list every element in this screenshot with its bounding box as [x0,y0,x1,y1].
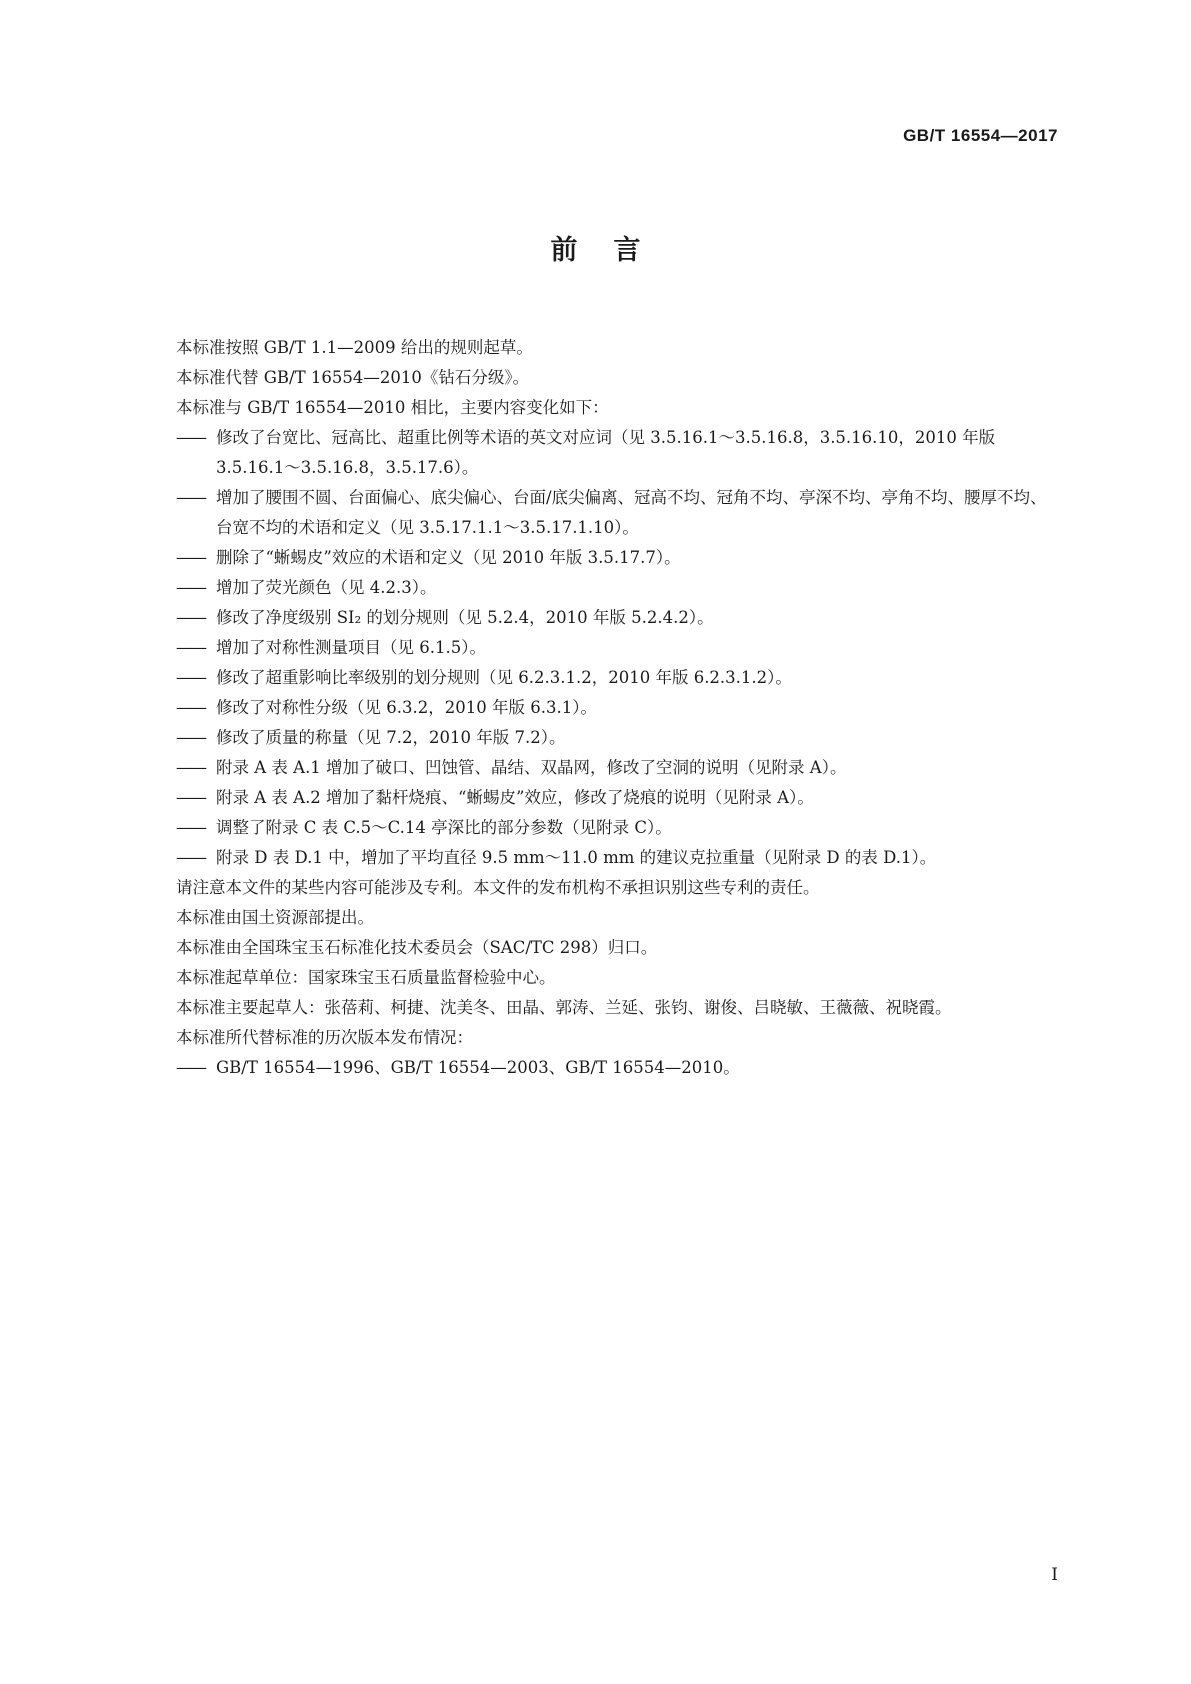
change-item [176,723,1056,753]
paragraph-technical-committee: 本标准由全国珠宝玉石标准化技术委员会（SAC/TC 298）归口。 [176,938,658,957]
change-item-text: 增加了荧光颜色（见 4.2.3）。 [216,578,437,597]
change-item-text: 修改了超重影响比率级别的划分规则（见 6.2.3.1.2，2010 年版 6.2.3.1.2）。 [216,668,792,687]
page-title: 前言 [550,235,677,266]
change-item-text: 调整了附录 C 表 C.5～C.14 亭深比的部分参数（见附录 C）。 [216,818,672,837]
change-item-text: 增加了对称性测量项目（见 6.1.5）。 [216,638,486,657]
document-body [176,333,1056,1083]
change-item-text: 增加了腰围不圆、台面偏心、底尖偏心、台面/底尖偏离、冠高不均、冠角不均、亭深不均、亭角不均、腰厚不均、台宽不均的术语和定义（见 3.5.17.1.1～3.5.17.1.10）。 [216,488,1047,537]
change-item-text: 删除了“蜥蜴皮”效应的术语和定义（见 2010 年版 3.5.17.7）。 [216,548,681,567]
paragraph-drafters: 本标准主要起草人：张蓓莉、柯捷、沈美冬、田晶、郭涛、兰延、张钧、谢俊、吕晓敏、王薇薇、祝晓霞。 [176,998,952,1017]
change-item [176,693,1056,723]
dash-marker: —— [176,428,205,447]
paragraph-patent-notice: 请注意本文件的某些内容可能涉及专利。本文件的发布机构不承担识别这些专利的责任。 [176,878,820,897]
standard-number: GB/T 16554—2017 [903,126,1058,145]
dash-marker: —— [176,818,205,837]
paragraph-changes-intro: 本标准与 GB/T 16554—2010 相比，主要内容变化如下： [176,398,609,417]
history-item-text: GB/T 16554—1996、GB/T 16554—2003、GB/T 16554—2010。 [216,1058,740,1077]
change-item [176,843,1056,873]
paragraph-drafting-rules: 本标准按照 GB/T 1.1—2009 给出的规则起草。 [176,338,533,357]
dash-marker: —— [176,758,205,777]
dash-marker: —— [176,698,205,717]
change-item-text: 附录 A 表 A.1 增加了破口、凹蚀管、晶结、双晶网，修改了空洞的说明（见附录 A）。 [216,758,847,777]
dash-marker: —— [176,488,205,507]
change-item-text: 修改了对称性分级（见 6.3.2，2010 年版 6.3.1）。 [216,698,597,717]
dash-marker: —— [176,1058,205,1077]
dash-marker: —— [176,728,205,747]
dash-marker: —— [176,638,205,657]
change-item-text: 附录 A 表 A.2 增加了黏杆烧痕、“蜥蜴皮”效应，修改了烧痕的说明（见附录 A）。 [216,788,814,807]
dash-marker: —— [176,578,205,597]
dash-marker: —— [176,788,205,807]
paragraph-history-intro: 本标准所代替标准的历次版本发布情况： [176,1028,473,1047]
change-item [176,633,1056,663]
change-item-text: 修改了净度级别 SI₂ 的划分规则（见 5.2.4，2010 年版 5.2.4.2）。 [216,608,714,627]
change-item [176,813,1056,843]
dash-marker: —— [176,548,205,567]
change-item-text: 附录 D 表 D.1 中，增加了平均直径 9.5 mm～11.0 mm 的建议克拉重量（见附录 D 的表 D.1）。 [216,848,937,867]
change-item [176,603,1056,633]
change-item [176,543,1056,573]
change-item [176,423,1056,483]
paragraph-replaces: 本标准代替 GB/T 16554—2010《钻石分级》。 [176,368,530,387]
change-item [176,783,1056,813]
dash-marker: —— [176,608,205,627]
change-item-text: 修改了质量的称量（见 7.2，2010 年版 7.2）。 [216,728,566,747]
change-item [176,753,1056,783]
paragraph-proposed-by: 本标准由国土资源部提出。 [176,908,374,927]
dash-marker: —— [176,848,205,867]
change-item [176,483,1056,543]
change-item [176,663,1056,693]
history-item [176,1053,1056,1083]
change-item [176,573,1056,603]
paragraph-drafting-unit: 本标准起草单位：国家珠宝玉石质量监督检验中心。 [176,968,556,987]
change-item-text: 修改了台宽比、冠高比、超重比例等术语的英文对应词（见 3.5.16.1～3.5.16.8，3.5.16.10，2010 年版 3.5.16.1～3.5.16.8，3.5.17.6）。 [216,428,996,477]
page-number: I [1051,1565,1058,1585]
dash-marker: —— [176,668,205,687]
